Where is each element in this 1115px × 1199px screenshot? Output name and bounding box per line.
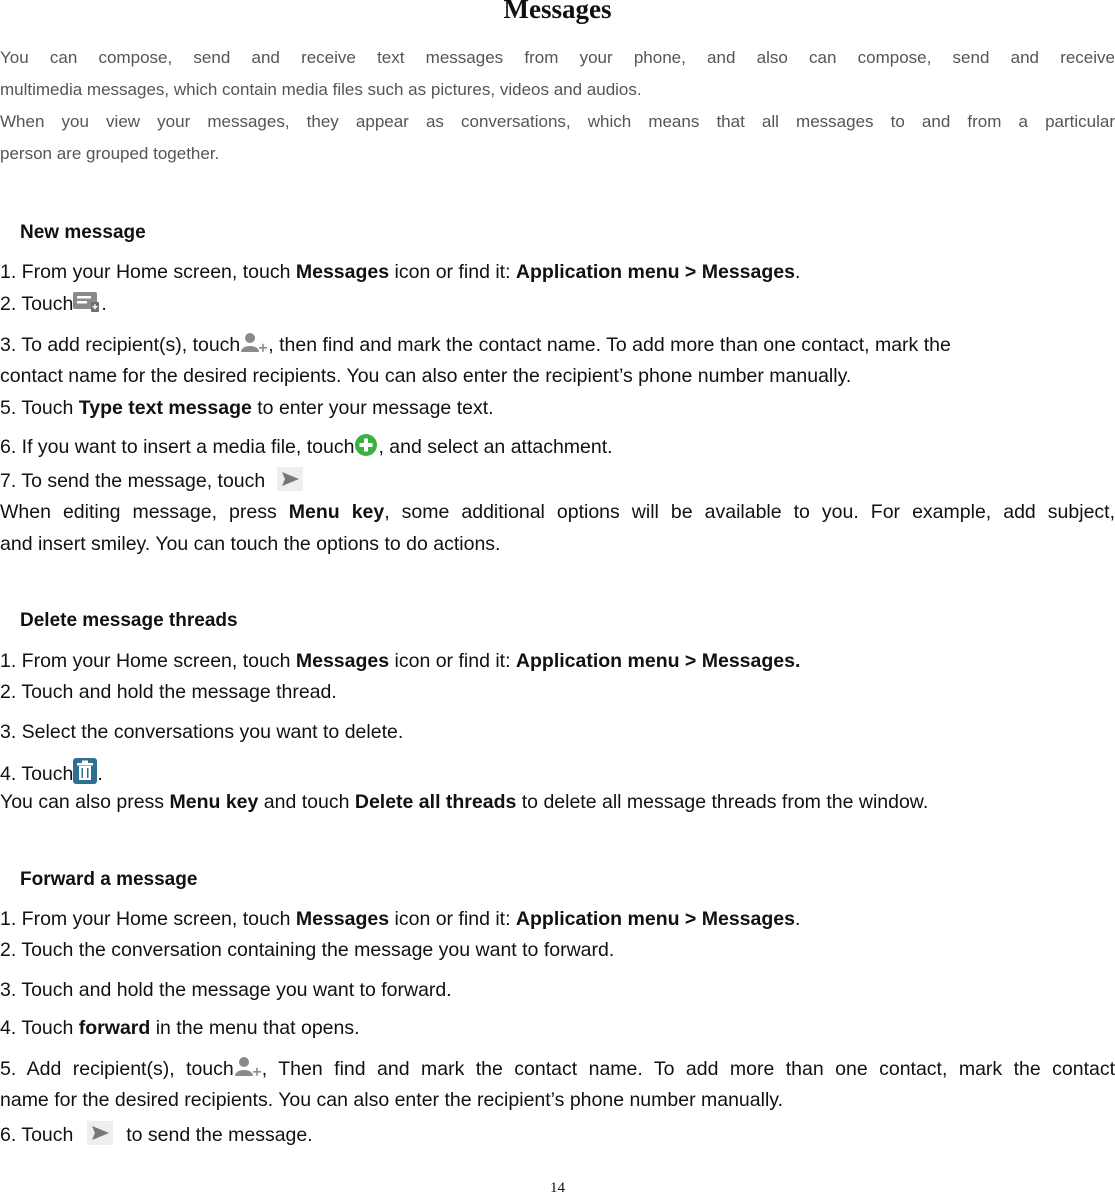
new-step-3: 3. To add recipient(s), touch , then find and mark the contact name. To add more than one contact, mark the: [0, 331, 951, 362]
send-icon: [277, 467, 303, 498]
page-title: Messages: [503, 0, 612, 24]
intro-paragraph-2-cont: person are grouped together.: [0, 144, 220, 163]
new-message-note-cont: and insert smiley. You can touch the options to do actions.: [0, 533, 501, 555]
add-contact-icon: [234, 1055, 262, 1086]
attach-plus-icon: [354, 433, 378, 464]
delete-note: You can also press Menu key and touch Delete all threads to delete all message threads from the window.: [0, 791, 929, 813]
new-step-3-cont: contact name for the desired recipients. You can also enter the recipient’s phone number manually.: [0, 365, 852, 387]
new-step-6: 6. If you want to insert a media file, touch , and select an attachment.: [0, 433, 613, 464]
intro-paragraph-2: When you view your messages, they appear as conversations, which means that all messages to and from a particular: [0, 112, 1115, 131]
trash-icon: [73, 758, 97, 791]
page-number: 14: [550, 1180, 565, 1196]
forward-step-1: 1. From your Home screen, touch Messages icon or find it: Application menu > Messages.: [0, 908, 801, 930]
send-icon: [87, 1121, 113, 1152]
forward-step-2: 2. Touch the conversation containing the message you want to forward.: [0, 939, 615, 961]
forward-step-6: 6. Touch to send the message.: [0, 1121, 313, 1152]
delete-step-2: 2. Touch and hold the message thread.: [0, 681, 337, 703]
delete-step-4: 4. Touch .: [0, 758, 103, 791]
new-message-icon: [73, 290, 101, 321]
section-heading-new-message: New message: [20, 222, 146, 243]
forward-step-5: 5. Add recipient(s), touch , Then find and mark the contact name. To add more than one contact, mark the contact: [0, 1055, 1115, 1086]
new-step-5: 5. Touch Type text message to enter your message text.: [0, 397, 494, 419]
delete-step-1: 1. From your Home screen, touch Messages icon or find it: Application menu > Messages.: [0, 650, 801, 672]
new-step-1: 1. From your Home screen, touch Messages icon or find it: Application menu > Messages.: [0, 261, 801, 283]
delete-step-3: 3. Select the conversations you want to delete.: [0, 721, 404, 743]
intro-paragraph-1: You can compose, send and receive text messages from your phone, and also can compose, send and receive: [0, 48, 1115, 67]
forward-step-5-cont: name for the desired recipients. You can also enter the recipient’s phone number manually.: [0, 1089, 784, 1111]
section-heading-forward: Forward a message: [20, 869, 198, 890]
intro-paragraph-1-cont: multimedia messages, which contain media files such as pictures, videos and audios.: [0, 80, 642, 99]
new-message-note: When editing message, press Menu key, some additional options will be available to you. For example, add subject,: [0, 501, 1115, 523]
section-heading-delete-threads: Delete message threads: [20, 610, 238, 631]
new-step-7: 7. To send the message, touch: [0, 467, 303, 498]
forward-step-3: 3. Touch and hold the message you want to forward.: [0, 979, 452, 1001]
forward-step-4: 4. Touch forward in the menu that opens.: [0, 1017, 360, 1039]
add-contact-icon: [240, 331, 268, 362]
intro-text: [0, 42, 1115, 170]
new-step-2: 2. Touch .: [0, 290, 107, 321]
